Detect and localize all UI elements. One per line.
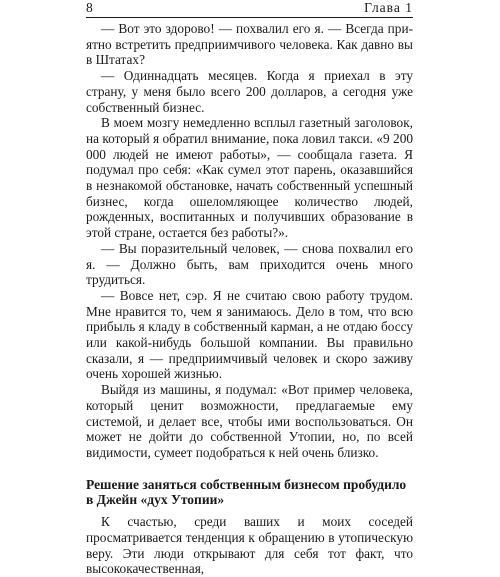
paragraph: В моем мозгу немедленно всплыл газетный заголовок, на который я обратил внимание, пока ловил такси. «9 200 000 людей не имеют работы», — сообщала газета. Я подумал про себя: «Как сумел этот парень, оказавшийся в незнакомой обстановке, начать собственный успешный бизнес, когда ошеломляющее количество людей, рожденных, воспитанных и получивших образование в этой стране, остается без работы?».: [86, 115, 413, 241]
page-number: 8: [86, 0, 93, 15]
paragraph: — Вовсе нет, сэр. Я не считаю свою работу трудом. Мне нравится то, чем я занимаюсь. Дело в том, что всю прибыль я кладу в собственный карман, а не отдаю боссу или какой-нибудь большой компании. Вы правильно сказали, я — предприимчивый человек и скоро заживу очень хорошей жизнью.: [86, 287, 413, 382]
paragraph: — Вы поразительный человек, — снова похвалил его я. — Должно быть, вам приходится очень много трудиться.: [86, 240, 413, 288]
running-header: [86, 0, 413, 18]
chapter-title: Глава 1: [364, 0, 413, 15]
section-heading: [86, 477, 413, 508]
paragraph: К счастью, среди ваших и моих соседей просматривается тенденция к обращению в утопическую веру. Эти люди открывают для себя тот факт, что высококачественная,: [86, 514, 413, 577]
paragraph: — Вот это здорово! — похвалил его я. — Всегда приятно встретить предприимчивого человека. Как давно вы в Штатах?: [86, 21, 413, 68]
paragraph: Выйдя из машины, я подумал: «Вот пример человека, который ценит возможности, предлагаемые ему системой, и делает все, чтобы ими воспользоваться. Он может не дойти до собственной Утопии, но, по всей видимости, сумеет подобраться к ней очень близко.: [86, 382, 413, 460]
body-text: [86, 21, 413, 577]
book-page: [86, 0, 413, 577]
paragraph: — Одиннадцать месяцев. Когда я приехал в эту страну, у меня было всего 200 долларов, а сегодня уже собственный бизнес.: [86, 68, 413, 115]
section-heading-line-2: в Джейн «дух Утопии»: [86, 492, 225, 508]
section-heading-line-1: Решение заняться собственным бизнесом пробудило: [86, 476, 407, 492]
